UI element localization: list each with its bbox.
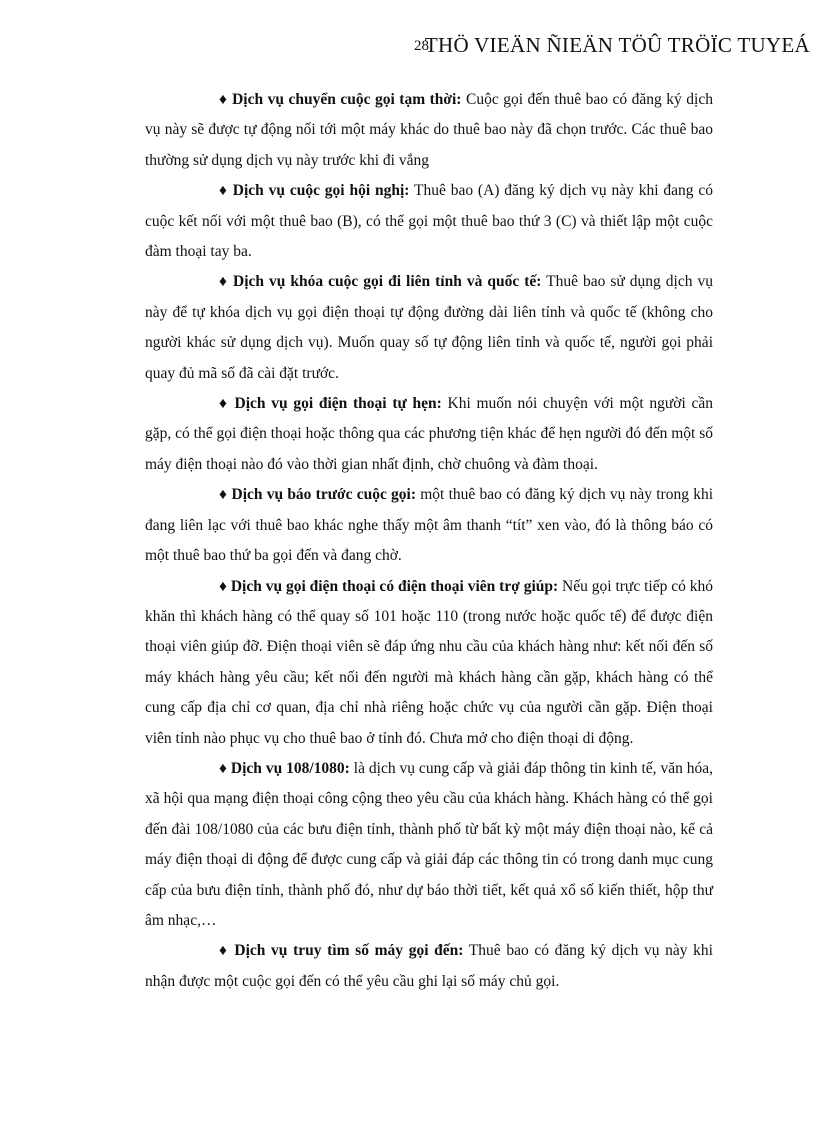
service-description: Nếu gọi trực tiếp có khó khăn thì khách hàng có thể quay số 101 hoặc 110 (trong nước hoặc quốc tế) để được điện thoại viên giúp đỡ. Điện thoại viên sẽ đáp ứng nhu cầu của khách hàng như: kết nối đến số máy khách hàng yêu cầu; kết nối đến người mà khách hàng cần gặp, khách hàng có thể cung cấp địa chỉ cơ quan, địa chỉ nhà riêng hoặc chức vụ của người cần gặp. Điện thoại viên tỉnh nào phục vụ cho thuê bao ở tỉnh đó. Chưa mở cho điện thoại di động. — [145, 577, 713, 747]
paragraph-call-barring — [145, 267, 713, 389]
page-number: 28 — [414, 38, 429, 54]
service-description: Thuê bao (A) đăng ký dịch vụ này khi đang có cuộc kết nối với một thuê bao (B), có thể gọi một thuê bao thứ 3 (C) và thiết lập một cuộc đàm thoại tay ba. — [145, 182, 713, 261]
diamond-bullet-icon: ♦ — [219, 759, 227, 777]
paragraph-operator-assisted — [145, 572, 713, 754]
document-body — [145, 85, 713, 997]
service-term: Dịch vụ cuộc gọi hội nghị: — [232, 182, 410, 200]
paragraph-call-waiting — [145, 480, 713, 571]
diamond-bullet-icon: ♦ — [219, 395, 229, 413]
diamond-bullet-icon: ♦ — [219, 486, 228, 504]
service-description: Khi muốn nói chuyện với một người cần gặp, có thể gọi điện thoại hoặc thông qua các phương tiện khác để hẹn người đó đến một số máy điện thoại nào đó vào thời gian nhất định, chờ chuông và đàm thoại. — [145, 395, 714, 473]
service-term: Dịch vụ chuyển cuộc gọi tạm thời: — [232, 91, 462, 108]
diamond-bullet-icon: ♦ — [219, 273, 229, 291]
service-term: Dịch vụ báo trước cuộc gọi: — [231, 486, 417, 504]
service-description: một thuê bao có đăng ký dịch vụ này trong khi đang liên lạc với thuê bao khác nghe thấy một âm thanh “tít” xen vào, đó là thông báo có một thuê bao thứ ba gọi đến và đang chờ. — [145, 486, 713, 565]
paragraph-temporary-call-forwarding — [145, 85, 713, 176]
diamond-bullet-icon: ♦ — [219, 91, 228, 108]
paragraph-caller-trace — [145, 936, 713, 997]
service-term: Dịch vụ gọi điện thoại có điện thoại viên trợ giúp: — [230, 577, 559, 595]
service-term: Dịch vụ 108/1080: — [230, 759, 350, 777]
service-term: Dịch vụ khóa cuộc gọi đi liên tỉnh và quốc tế: — [233, 273, 542, 291]
paragraph-108-1080 — [145, 754, 713, 936]
service-description: là dịch vụ cung cấp và giải đáp thông tin kinh tế, văn hóa, xã hội qua mạng điện thoại công cộng theo yêu cầu của khách hàng. Khách hàng có thể gọi đến đài 108/1080 của các bưu điện tỉnh, thành phố từ bất kỳ một máy điện thoại nào, kể cả máy điện thoại di động để được cung cấp và giải đáp các thông tin có trong danh mục cung cấp của bưu điện tỉnh, thành phố đó, như dự báo thời tiết, kết quả xổ số kiến thiết, hộp thư âm nhạc,… — [145, 759, 714, 929]
page-header — [0, 33, 816, 60]
service-description: Cuộc gọi đến thuê bao có đăng ký dịch vụ này sẽ được tự động nối tới một máy khác do thuê bao này đã chọn trước. Các thuê bao thường sử dụng dịch vụ này trước khi đi vắng — [145, 91, 713, 169]
diamond-bullet-icon: ♦ — [219, 577, 227, 595]
paragraph-appointment-call — [145, 389, 713, 480]
service-term: Dịch vụ truy tìm số máy gọi đến: — [234, 942, 464, 960]
paragraph-conference-call — [145, 176, 713, 267]
diamond-bullet-icon: ♦ — [219, 942, 229, 960]
service-description: Thuê bao sử dụng dịch vụ này để tự khóa dịch vụ gọi điện thoại tự động đường dài liên tỉnh và quốc tế (không cho người khác sử dụng dịch vụ). Muốn quay số tự động liên tỉnh và quốc tế, người gọi phải quay đủ mã số đã cài đặt trước. — [145, 273, 713, 382]
diamond-bullet-icon: ♦ — [219, 182, 228, 200]
service-term: Dịch vụ gọi điện thoại tự hẹn: — [234, 395, 442, 413]
service-description: Thuê bao có đăng ký dịch vụ này khi nhận được một cuộc gọi đến có thể yêu cầu ghi lại số máy chủ gọi. — [145, 942, 713, 990]
running-title: THÖ VIEÄN ÑIEÄN TÖÛ TRÖÏC TUYEÁ — [424, 33, 810, 57]
